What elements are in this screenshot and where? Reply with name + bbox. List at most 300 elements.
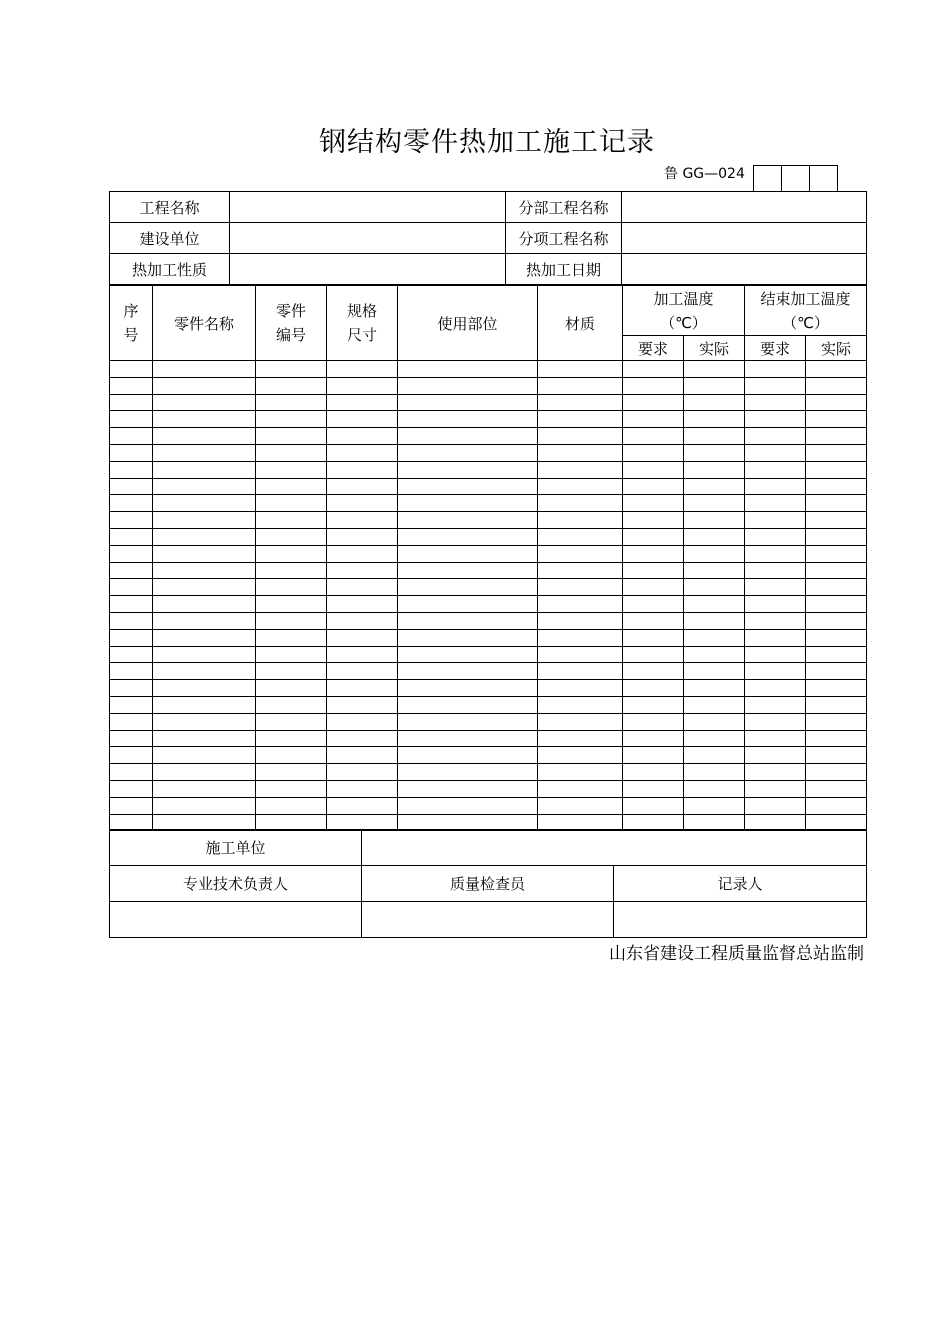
- table-cell[interactable]: [623, 428, 684, 445]
- table-cell[interactable]: [327, 528, 398, 545]
- table-cell[interactable]: [806, 461, 867, 478]
- form-code: 鲁 GG—024: [664, 166, 745, 182]
- table-cell[interactable]: [806, 444, 867, 461]
- table-cell[interactable]: [684, 495, 745, 512]
- table-cell[interactable]: [153, 377, 256, 394]
- table-cell[interactable]: [398, 730, 538, 747]
- table-cell[interactable]: [256, 528, 327, 545]
- table-cell[interactable]: [153, 528, 256, 545]
- table-cell[interactable]: [256, 764, 327, 781]
- table-row: [110, 545, 867, 562]
- table-cell[interactable]: [745, 780, 806, 797]
- table-cell[interactable]: [327, 495, 398, 512]
- table-cell[interactable]: [327, 730, 398, 747]
- table-cell[interactable]: [256, 545, 327, 562]
- table-cell[interactable]: [806, 579, 867, 596]
- table-cell[interactable]: [806, 596, 867, 613]
- table-cell[interactable]: [153, 780, 256, 797]
- table-cell[interactable]: [327, 461, 398, 478]
- table-cell[interactable]: [745, 361, 806, 378]
- table-cell[interactable]: [256, 411, 327, 428]
- table-cell[interactable]: [538, 528, 623, 545]
- table-cell[interactable]: [398, 780, 538, 797]
- table-cell[interactable]: [110, 629, 153, 646]
- table-cell[interactable]: [256, 512, 327, 529]
- table-cell[interactable]: [538, 495, 623, 512]
- table-cell[interactable]: [327, 646, 398, 663]
- table-cell[interactable]: [684, 528, 745, 545]
- table-cell[interactable]: [623, 663, 684, 680]
- table-cell[interactable]: [398, 629, 538, 646]
- table-cell[interactable]: [684, 579, 745, 596]
- table-cell[interactable]: [327, 562, 398, 579]
- table-cell[interactable]: [806, 747, 867, 764]
- table-cell[interactable]: [538, 461, 623, 478]
- table-cell[interactable]: [684, 428, 745, 445]
- table-cell[interactable]: [623, 528, 684, 545]
- recorder-signature[interactable]: [614, 902, 867, 938]
- table-cell[interactable]: [684, 461, 745, 478]
- table-cell[interactable]: [684, 797, 745, 814]
- table-cell[interactable]: [538, 797, 623, 814]
- table-cell[interactable]: [398, 411, 538, 428]
- table-cell[interactable]: [623, 512, 684, 529]
- table-cell[interactable]: [538, 696, 623, 713]
- table-cell[interactable]: [538, 377, 623, 394]
- table-cell[interactable]: [153, 797, 256, 814]
- table-cell[interactable]: [806, 394, 867, 411]
- table-cell[interactable]: [153, 646, 256, 663]
- table-cell[interactable]: [623, 696, 684, 713]
- table-cell[interactable]: [110, 512, 153, 529]
- table-cell[interactable]: [110, 545, 153, 562]
- table-cell[interactable]: [623, 478, 684, 495]
- table-cell[interactable]: [256, 562, 327, 579]
- table-row: [110, 730, 867, 747]
- table-cell[interactable]: [110, 663, 153, 680]
- table-cell[interactable]: [256, 747, 327, 764]
- table-cell[interactable]: [398, 545, 538, 562]
- table-cell[interactable]: [806, 730, 867, 747]
- table-cell[interactable]: [684, 680, 745, 697]
- table-cell[interactable]: [745, 680, 806, 697]
- sub-project-field[interactable]: [622, 192, 867, 223]
- tech-lead-signature[interactable]: [110, 902, 362, 938]
- table-cell[interactable]: [538, 780, 623, 797]
- table-cell[interactable]: [745, 747, 806, 764]
- table-cell[interactable]: [327, 394, 398, 411]
- table-cell[interactable]: [398, 764, 538, 781]
- table-cell[interactable]: [538, 713, 623, 730]
- table-cell[interactable]: [153, 361, 256, 378]
- table-cell[interactable]: [327, 747, 398, 764]
- table-cell[interactable]: [538, 394, 623, 411]
- table-cell[interactable]: [538, 545, 623, 562]
- table-cell[interactable]: [745, 629, 806, 646]
- table-cell[interactable]: [256, 713, 327, 730]
- table-cell[interactable]: [806, 528, 867, 545]
- table-cell[interactable]: [684, 596, 745, 613]
- table-cell[interactable]: [684, 394, 745, 411]
- table-cell[interactable]: [256, 461, 327, 478]
- table-cell[interactable]: [806, 545, 867, 562]
- table-cell[interactable]: [745, 596, 806, 613]
- item-project-field[interactable]: [622, 223, 867, 254]
- table-cell[interactable]: [398, 528, 538, 545]
- table-cell[interactable]: [623, 461, 684, 478]
- table-cell[interactable]: [153, 747, 256, 764]
- number-box[interactable]: [782, 166, 810, 191]
- table-cell[interactable]: [806, 797, 867, 814]
- table-cell[interactable]: [684, 612, 745, 629]
- table-row: [110, 461, 867, 478]
- table-cell[interactable]: [256, 596, 327, 613]
- table-cell[interactable]: [256, 730, 327, 747]
- table-cell[interactable]: [327, 478, 398, 495]
- table-cell[interactable]: [110, 562, 153, 579]
- table-cell[interactable]: [398, 361, 538, 378]
- table-cell[interactable]: [806, 696, 867, 713]
- table-cell[interactable]: [153, 411, 256, 428]
- table-cell[interactable]: [745, 512, 806, 529]
- table-cell[interactable]: [538, 596, 623, 613]
- table-cell[interactable]: [684, 512, 745, 529]
- table-cell[interactable]: [153, 512, 256, 529]
- table-cell[interactable]: [256, 377, 327, 394]
- table-cell[interactable]: [110, 528, 153, 545]
- table-cell[interactable]: [806, 478, 867, 495]
- heat-date-field[interactable]: [622, 254, 867, 285]
- table-cell[interactable]: [745, 696, 806, 713]
- table-cell[interactable]: [623, 747, 684, 764]
- table-cell[interactable]: [745, 612, 806, 629]
- number-box[interactable]: [754, 166, 782, 191]
- table-cell[interactable]: [684, 562, 745, 579]
- table-cell[interactable]: [623, 612, 684, 629]
- table-cell[interactable]: [745, 545, 806, 562]
- table-cell[interactable]: [623, 495, 684, 512]
- table-cell[interactable]: [327, 512, 398, 529]
- table-cell[interactable]: [745, 528, 806, 545]
- table-cell[interactable]: [684, 444, 745, 461]
- builder-field[interactable]: [230, 223, 506, 254]
- table-cell[interactable]: [398, 394, 538, 411]
- table-cell[interactable]: [684, 646, 745, 663]
- table-cell[interactable]: [538, 764, 623, 781]
- table-cell[interactable]: [110, 680, 153, 697]
- table-cell[interactable]: [398, 612, 538, 629]
- table-cell[interactable]: [806, 713, 867, 730]
- table-cell[interactable]: [110, 747, 153, 764]
- table-cell[interactable]: [153, 764, 256, 781]
- table-cell[interactable]: [327, 428, 398, 445]
- table-cell[interactable]: [623, 646, 684, 663]
- table-cell[interactable]: [806, 663, 867, 680]
- table-cell[interactable]: [256, 478, 327, 495]
- table-cell[interactable]: [623, 797, 684, 814]
- table-cell[interactable]: [806, 377, 867, 394]
- table-cell[interactable]: [256, 495, 327, 512]
- table-cell[interactable]: [327, 680, 398, 697]
- table-cell[interactable]: [623, 361, 684, 378]
- table-cell[interactable]: [327, 444, 398, 461]
- table-cell[interactable]: [153, 612, 256, 629]
- table-cell[interactable]: [153, 461, 256, 478]
- table-cell[interactable]: [153, 730, 256, 747]
- table-cell[interactable]: [745, 411, 806, 428]
- table-cell[interactable]: [684, 747, 745, 764]
- table-cell[interactable]: [538, 663, 623, 680]
- table-cell[interactable]: [327, 361, 398, 378]
- table-cell[interactable]: [398, 646, 538, 663]
- table-cell[interactable]: [623, 780, 684, 797]
- table-cell[interactable]: [110, 579, 153, 596]
- table-cell[interactable]: [327, 545, 398, 562]
- table-cell[interactable]: [538, 747, 623, 764]
- table-cell[interactable]: [538, 428, 623, 445]
- table-cell[interactable]: [398, 713, 538, 730]
- table-cell[interactable]: [745, 646, 806, 663]
- table-cell[interactable]: [398, 428, 538, 445]
- table-cell[interactable]: [684, 780, 745, 797]
- table-cell[interactable]: [110, 394, 153, 411]
- table-cell[interactable]: [684, 730, 745, 747]
- table-cell[interactable]: [538, 478, 623, 495]
- table-cell[interactable]: [327, 713, 398, 730]
- table-row: [110, 411, 867, 428]
- table-cell[interactable]: [327, 663, 398, 680]
- table-cell[interactable]: [745, 562, 806, 579]
- table-cell[interactable]: [398, 444, 538, 461]
- table-cell[interactable]: [110, 780, 153, 797]
- table-cell[interactable]: [398, 747, 538, 764]
- table-cell[interactable]: [745, 713, 806, 730]
- table-cell[interactable]: [623, 377, 684, 394]
- table-cell[interactable]: [153, 478, 256, 495]
- table-row: [110, 747, 867, 764]
- table-cell[interactable]: [110, 444, 153, 461]
- table-cell[interactable]: [153, 680, 256, 697]
- table-cell[interactable]: [153, 444, 256, 461]
- table-cell[interactable]: [153, 663, 256, 680]
- form-number-boxes: [753, 165, 838, 191]
- table-cell[interactable]: [745, 444, 806, 461]
- table-cell[interactable]: [398, 596, 538, 613]
- table-cell[interactable]: [256, 612, 327, 629]
- tech-lead-label: 专业技术负责人: [110, 866, 362, 902]
- table-cell[interactable]: [623, 562, 684, 579]
- table-cell[interactable]: [110, 596, 153, 613]
- table-cell[interactable]: [398, 377, 538, 394]
- heat-type-field[interactable]: [230, 254, 506, 285]
- table-cell[interactable]: [256, 361, 327, 378]
- table-cell[interactable]: [538, 411, 623, 428]
- table-cell[interactable]: [623, 764, 684, 781]
- table-cell[interactable]: [110, 428, 153, 445]
- table-row: [110, 764, 867, 781]
- table-cell[interactable]: [745, 663, 806, 680]
- project-name-field[interactable]: [230, 192, 506, 223]
- col-seq-header: [110, 286, 153, 361]
- table-cell[interactable]: [538, 680, 623, 697]
- table-cell[interactable]: [806, 562, 867, 579]
- table-row: [110, 780, 867, 797]
- table-cell[interactable]: [256, 646, 327, 663]
- table-cell[interactable]: [684, 663, 745, 680]
- table-cell[interactable]: [256, 394, 327, 411]
- table-cell[interactable]: [806, 612, 867, 629]
- table-cell[interactable]: [256, 629, 327, 646]
- table-cell[interactable]: [538, 444, 623, 461]
- table-cell[interactable]: [538, 629, 623, 646]
- table-cell[interactable]: [398, 495, 538, 512]
- table-cell[interactable]: [806, 680, 867, 697]
- table-cell[interactable]: [398, 512, 538, 529]
- table-cell[interactable]: [623, 545, 684, 562]
- table-cell[interactable]: [398, 663, 538, 680]
- table-cell[interactable]: [684, 478, 745, 495]
- table-cell[interactable]: [745, 394, 806, 411]
- table-cell[interactable]: [745, 730, 806, 747]
- table-cell[interactable]: [623, 579, 684, 596]
- table-cell[interactable]: [806, 764, 867, 781]
- table-cell[interactable]: [623, 596, 684, 613]
- table-cell[interactable]: [745, 478, 806, 495]
- table-cell[interactable]: [153, 394, 256, 411]
- construction-unit-field[interactable]: [362, 830, 867, 866]
- table-cell[interactable]: [538, 646, 623, 663]
- table-cell[interactable]: [684, 411, 745, 428]
- table-cell[interactable]: [153, 596, 256, 613]
- table-cell[interactable]: [327, 596, 398, 613]
- table-cell[interactable]: [398, 696, 538, 713]
- table-cell[interactable]: [327, 612, 398, 629]
- table-cell[interactable]: [110, 361, 153, 378]
- table-cell[interactable]: [745, 461, 806, 478]
- table-cell[interactable]: [256, 680, 327, 697]
- table-cell[interactable]: [623, 629, 684, 646]
- table-cell[interactable]: [110, 797, 153, 814]
- table-cell[interactable]: [153, 562, 256, 579]
- table-cell[interactable]: [153, 579, 256, 596]
- table-cell[interactable]: [398, 478, 538, 495]
- table-cell[interactable]: [538, 579, 623, 596]
- table-cell[interactable]: [110, 461, 153, 478]
- col-spec-line1: 规格: [346, 302, 377, 320]
- table-cell[interactable]: [110, 646, 153, 663]
- table-cell[interactable]: [806, 512, 867, 529]
- table-cell[interactable]: [327, 797, 398, 814]
- table-cell[interactable]: [110, 495, 153, 512]
- table-cell[interactable]: [806, 646, 867, 663]
- table-row: [110, 797, 867, 814]
- table-cell[interactable]: [153, 495, 256, 512]
- table-cell[interactable]: [623, 713, 684, 730]
- table-cell[interactable]: [684, 377, 745, 394]
- table-cell[interactable]: [806, 361, 867, 378]
- table-cell[interactable]: [806, 629, 867, 646]
- table-cell[interactable]: [327, 629, 398, 646]
- table-cell[interactable]: [684, 629, 745, 646]
- table-cell[interactable]: [684, 361, 745, 378]
- table-cell[interactable]: [110, 764, 153, 781]
- table-cell[interactable]: [110, 377, 153, 394]
- table-cell[interactable]: [327, 411, 398, 428]
- table-cell[interactable]: [684, 696, 745, 713]
- table-cell[interactable]: [327, 696, 398, 713]
- table-cell[interactable]: [745, 797, 806, 814]
- table-cell[interactable]: [623, 411, 684, 428]
- col-material-header: 材质: [538, 286, 623, 361]
- table-cell[interactable]: [398, 680, 538, 697]
- number-box[interactable]: [810, 166, 837, 191]
- table-cell[interactable]: [327, 780, 398, 797]
- table-cell[interactable]: [256, 797, 327, 814]
- table-cell[interactable]: [398, 797, 538, 814]
- recorder-label: 记录人: [614, 866, 867, 902]
- table-cell[interactable]: [110, 478, 153, 495]
- table-cell[interactable]: [623, 680, 684, 697]
- table-cell[interactable]: [153, 713, 256, 730]
- table-cell[interactable]: [684, 764, 745, 781]
- table-cell[interactable]: [256, 696, 327, 713]
- table-cell[interactable]: [684, 545, 745, 562]
- table-cell[interactable]: [327, 377, 398, 394]
- table-cell[interactable]: [806, 428, 867, 445]
- table-cell[interactable]: [256, 663, 327, 680]
- table-cell[interactable]: [327, 764, 398, 781]
- table-cell[interactable]: [745, 579, 806, 596]
- table-cell[interactable]: [256, 780, 327, 797]
- table-cell[interactable]: [153, 545, 256, 562]
- table-cell[interactable]: [745, 495, 806, 512]
- table-row: [110, 713, 867, 730]
- table-cell[interactable]: [398, 461, 538, 478]
- table-cell[interactable]: [110, 713, 153, 730]
- table-cell[interactable]: [110, 612, 153, 629]
- table-cell[interactable]: [684, 713, 745, 730]
- inspector-signature[interactable]: [362, 902, 614, 938]
- table-cell[interactable]: [110, 730, 153, 747]
- table-cell[interactable]: [153, 696, 256, 713]
- table-cell[interactable]: [110, 696, 153, 713]
- table-cell[interactable]: [327, 579, 398, 596]
- table-cell[interactable]: [256, 444, 327, 461]
- table-cell[interactable]: [110, 411, 153, 428]
- table-cell[interactable]: [398, 579, 538, 596]
- table-cell[interactable]: [806, 411, 867, 428]
- table-cell[interactable]: [538, 512, 623, 529]
- table-cell[interactable]: [538, 361, 623, 378]
- table-cell[interactable]: [538, 730, 623, 747]
- table-cell[interactable]: [398, 562, 538, 579]
- table-cell[interactable]: [538, 562, 623, 579]
- table-cell[interactable]: [153, 428, 256, 445]
- table-cell[interactable]: [256, 579, 327, 596]
- table-cell[interactable]: [745, 764, 806, 781]
- table-cell[interactable]: [745, 428, 806, 445]
- table-cell[interactable]: [623, 394, 684, 411]
- table-cell[interactable]: [806, 780, 867, 797]
- table-cell[interactable]: [153, 629, 256, 646]
- construction-unit-label: 施工单位: [110, 830, 362, 866]
- table-cell[interactable]: [538, 612, 623, 629]
- table-cell[interactable]: [623, 444, 684, 461]
- table-cell[interactable]: [623, 730, 684, 747]
- table-cell[interactable]: [256, 428, 327, 445]
- table-cell[interactable]: [806, 495, 867, 512]
- table-cell[interactable]: [745, 377, 806, 394]
